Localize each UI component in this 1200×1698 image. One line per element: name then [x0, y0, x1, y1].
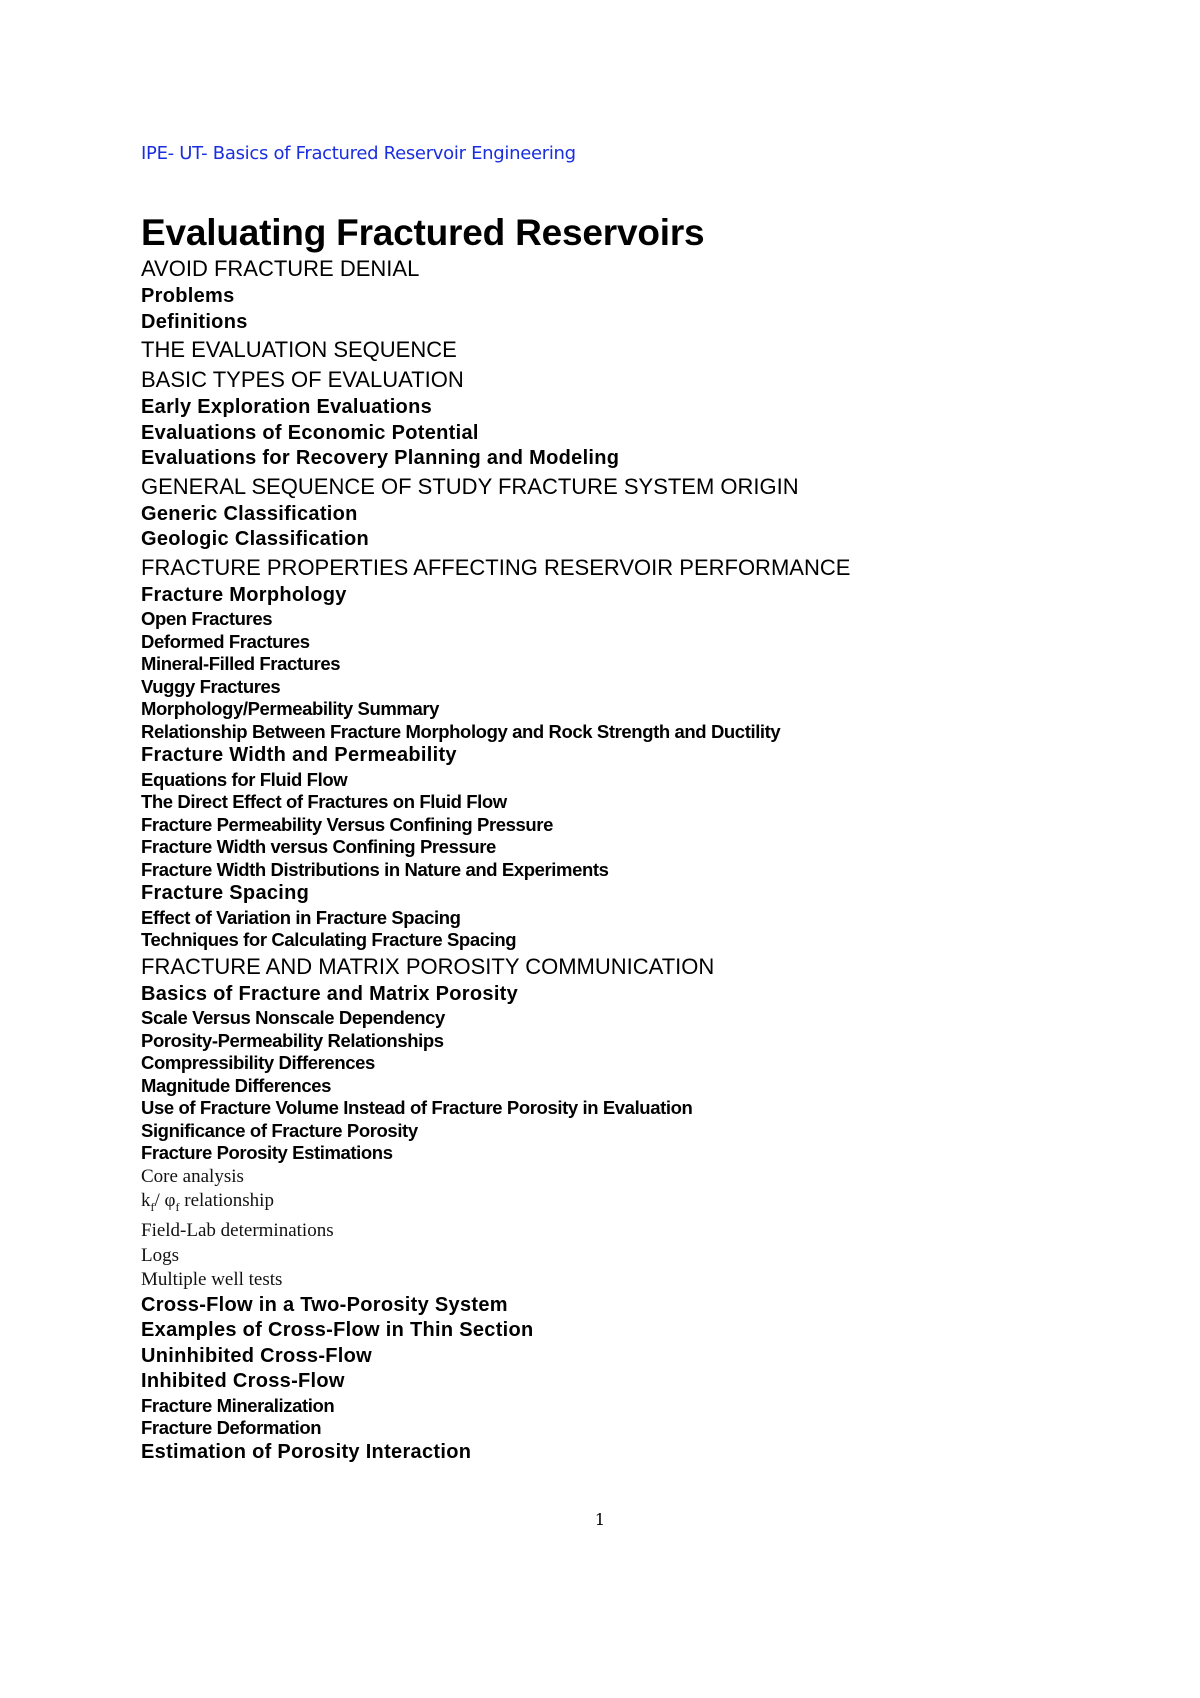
toc-entry: Generic Classification [141, 502, 358, 525]
toc-entry: Logs [141, 1244, 179, 1266]
toc-entry: Mineral-Filled Fractures [141, 653, 341, 674]
toc-entry: Use of Fracture Volume Instead of Fracture Porosity in Evaluation [141, 1097, 693, 1118]
running-header: IPE- UT- Basics of Fractured Reservoir Engineering [141, 143, 576, 164]
toc-entry: Fracture Porosity Estimations [141, 1142, 393, 1163]
toc-entry: Fracture Width and Permeability [141, 744, 457, 766]
toc-entry: Vuggy Fractures [141, 675, 281, 697]
toc-entry: AVOID FRACTURE DENIAL [141, 256, 420, 281]
toc-entry: $k_f/$ $\varphi_f$ relationship [141, 1190, 274, 1214]
toc-entry: Fracture Width versus Confining Pressure [141, 836, 496, 857]
toc-entry: Geologic Classification [141, 528, 370, 550]
toc-entry: Cross-Flow in a Two-Porosity System [141, 1293, 508, 1316]
toc-lines [141, 254, 1141, 1465]
toc-entry: Porosity-Permeability Relationships [141, 1029, 444, 1051]
toc-entry: Deformed Fractures [141, 630, 310, 652]
document-title: Evaluating Fractured Reservoirs [141, 212, 705, 253]
toc-entry: Fracture Permeability Versus Confining Pressure [141, 813, 553, 835]
toc-entry: Field-Lab determinations [141, 1220, 334, 1242]
toc-entry: THE EVALUATION SEQUENCE [141, 337, 457, 362]
toc-entry: Compressibility Differences [141, 1052, 375, 1073]
toc-entry: FRACTURE PROPERTIES AFFECTING RESERVOIR PERFORMANCE [141, 554, 851, 580]
page-number: 1 [594, 1510, 606, 1529]
toc-entry: Relationship Between Fracture Morphology and Rock Strength and Ductility [141, 720, 781, 742]
toc-entry: Fracture Deformation [141, 1417, 322, 1439]
toc-entry: BASIC TYPES OF EVALUATION [141, 367, 464, 392]
toc-entry: Estimation of Porosity Interaction [141, 1440, 472, 1463]
toc-entry: Magnitude Differences [141, 1074, 331, 1096]
toc-entry: Core analysis [141, 1165, 244, 1187]
toc-entry: Fracture Width Distributions in Nature and Experiments [141, 858, 609, 880]
toc-entry: GENERAL SEQUENCE OF STUDY FRACTURE SYSTEM ORIGIN [141, 473, 799, 499]
toc-entry: The Direct Effect of Fractures on Fluid Flow [141, 791, 507, 812]
toc-entry: Fracture Morphology [141, 583, 347, 606]
toc-entry: Basics of Fracture and Matrix Porosity [141, 982, 519, 1005]
toc-entry: Inhibited Cross-Flow [141, 1370, 345, 1393]
toc-entry: Scale Versus Nonscale Dependency [141, 1007, 445, 1028]
toc-entry: Morphology/Permeability Summary [141, 698, 440, 719]
toc-entry: FRACTURE AND MATRIX POROSITY COMMUNICATION [141, 953, 715, 979]
toc-entry: Multiple well tests [141, 1269, 283, 1291]
toc-entry: Evaluations for Recovery Planning and Modeling [141, 447, 620, 469]
toc-entry: Uninhibited Cross-Flow [141, 1344, 373, 1367]
toc-entry: Equations for Fluid Flow [141, 768, 348, 790]
toc-entry: Fracture Spacing [141, 882, 310, 904]
toc-entry: Effect of Variation in Fracture Spacing [141, 906, 461, 928]
toc-entry: Evaluations of Economic Potential [141, 421, 479, 444]
toc-entry: Problems [141, 285, 235, 307]
toc-entry: Fracture Mineralization [141, 1394, 335, 1416]
toc-entry: Significance of Fracture Porosity [141, 1119, 418, 1141]
toc-entry: Early Exploration Evaluations [141, 396, 433, 418]
toc-entry: Techniques for Calculating Fracture Spacing [141, 929, 517, 950]
toc-entry: Definitions [141, 310, 248, 333]
toc-entry: Open Fractures [141, 608, 273, 629]
toc-entry: Examples of Cross-Flow in Thin Section [141, 1319, 534, 1342]
table-of-contents [141, 212, 1141, 1465]
